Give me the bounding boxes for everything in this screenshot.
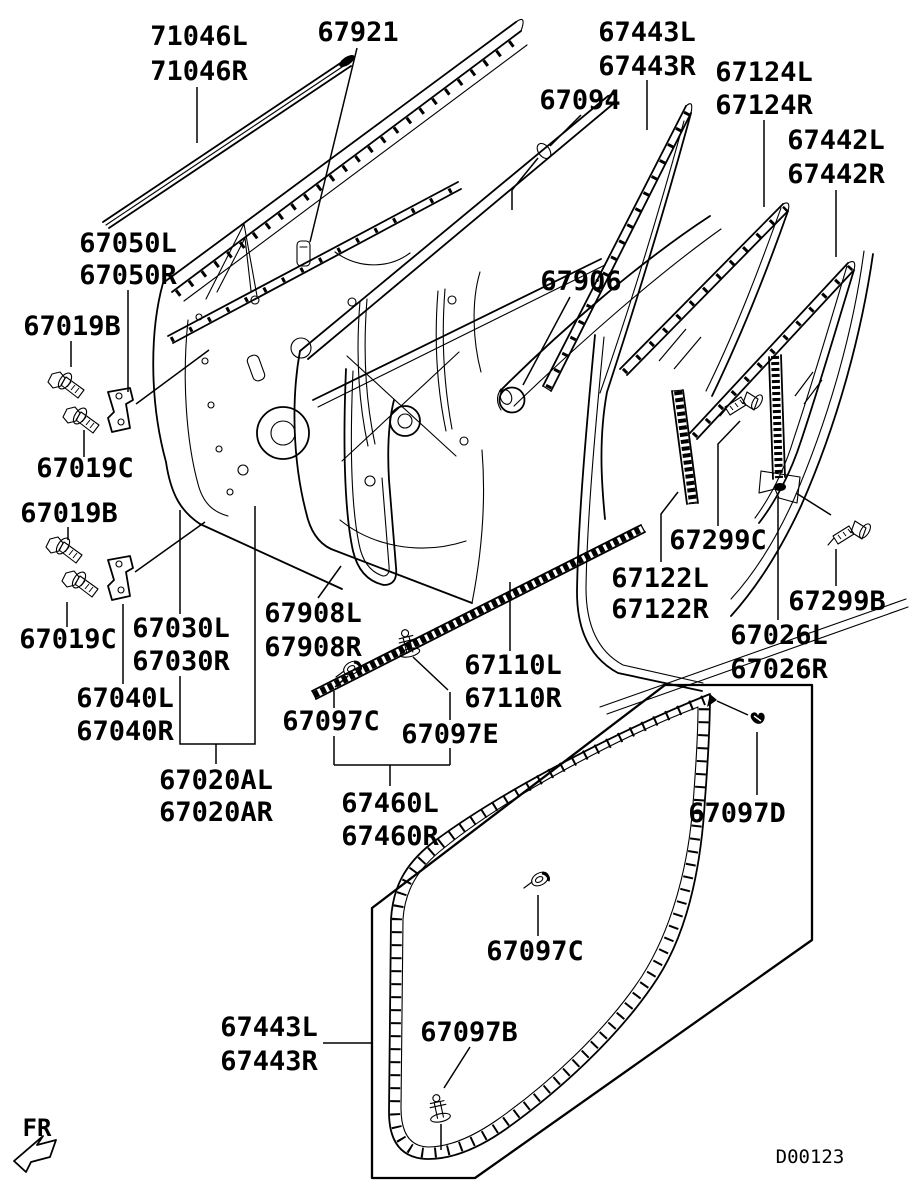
part-label-67040R[interactable]: 67040R (76, 716, 174, 747)
hinge-bolt-icon (48, 371, 84, 398)
leader-lines (67, 48, 836, 1150)
part-label-67019B[interactable]: 67019B (20, 498, 118, 529)
part-label-67299C[interactable]: 67299C (669, 525, 767, 556)
sash-67299-drawing (759, 355, 800, 503)
sash-screw-icon (828, 521, 873, 545)
part-label-67050R[interactable]: 67050R (79, 260, 177, 291)
part-label-67460L[interactable]: 67460L (341, 788, 439, 819)
part-label-67908R[interactable]: 67908R (264, 632, 362, 663)
push-clip-icon (751, 712, 765, 724)
part-label-67110L[interactable]: 67110L (464, 650, 562, 681)
part-label-67124L[interactable]: 67124L (715, 57, 813, 88)
part-label-71046R[interactable]: 71046R (150, 56, 248, 87)
drawing-code: D00123 (775, 1146, 845, 1168)
part-label-67097C[interactable]: 67097C (486, 936, 584, 967)
hinge-bolt-icon (62, 570, 98, 597)
sash-screw-icon (720, 392, 765, 416)
upper-hinge-icon (108, 388, 133, 432)
part-label-67908L[interactable]: 67908L (264, 598, 362, 629)
part-label-67122R[interactable]: 67122R (611, 594, 709, 625)
part-label-67460R[interactable]: 67460R (341, 821, 439, 852)
part-label-67019B[interactable]: 67019B (23, 311, 121, 342)
hinge-bolt-icon (46, 536, 82, 563)
part-label-67443L[interactable]: 67443L (220, 1012, 318, 1043)
part-label-67906[interactable]: 67906 (540, 266, 622, 297)
part-label-67443R[interactable]: 67443R (220, 1046, 318, 1077)
part-label-67094[interactable]: 67094 (539, 85, 621, 116)
part-label-67110R[interactable]: 67110R (464, 683, 562, 714)
part-label-67122L[interactable]: 67122L (611, 563, 709, 594)
part-label-67026L[interactable]: 67026L (730, 620, 828, 651)
fr-direction-indicator (14, 1114, 56, 1172)
part-label-67442L[interactable]: 67442L (787, 125, 885, 156)
center-sash-67122-drawing (672, 390, 698, 504)
hinge-bolt-icon (63, 406, 99, 433)
pine-clip-icon (426, 1093, 451, 1124)
part-label-71046L[interactable]: 71046L (150, 21, 248, 52)
run-channel-67908-drawing (344, 369, 396, 585)
part-label-67299B[interactable]: 67299B (788, 586, 886, 617)
part-label-67443R[interactable]: 67443R (598, 51, 696, 82)
part-label-67040L[interactable]: 67040L (76, 683, 174, 714)
part-label-67030R[interactable]: 67030R (132, 646, 230, 677)
fr-label: FR (22, 1114, 52, 1142)
part-label-67050L[interactable]: 67050L (79, 228, 177, 259)
part-label-67097C[interactable]: 67097C (282, 706, 380, 737)
door-opening-panel-box-drawing (372, 685, 812, 1178)
part-labels (19, 17, 886, 1077)
part-label-67097D[interactable]: 67097D (688, 798, 786, 829)
part-label-67097E[interactable]: 67097E (401, 719, 499, 750)
part-label-67026R[interactable]: 67026R (730, 654, 828, 685)
part-label-67019C[interactable]: 67019C (19, 624, 117, 655)
lower-hinge-icon (108, 556, 133, 600)
part-label-67443L[interactable]: 67443L (598, 17, 696, 48)
part-label-67124R[interactable]: 67124R (715, 90, 813, 121)
inner-door-panel-drawing (294, 94, 614, 603)
front-door-shell-drawing (153, 19, 527, 589)
part-label-67020AL[interactable]: 67020AL (159, 765, 273, 796)
part-label-67442R[interactable]: 67442R (787, 159, 885, 190)
part-label-67020AR[interactable]: 67020AR (159, 797, 273, 828)
part-label-67097B[interactable]: 67097B (420, 1017, 518, 1048)
door-glass-drawing (500, 216, 721, 406)
part-label-67030L[interactable]: 67030L (132, 613, 230, 644)
part-label-67921[interactable]: 67921 (317, 17, 399, 48)
grommet-clip-icon (524, 869, 551, 888)
part-label-67019C[interactable]: 67019C (36, 453, 134, 484)
